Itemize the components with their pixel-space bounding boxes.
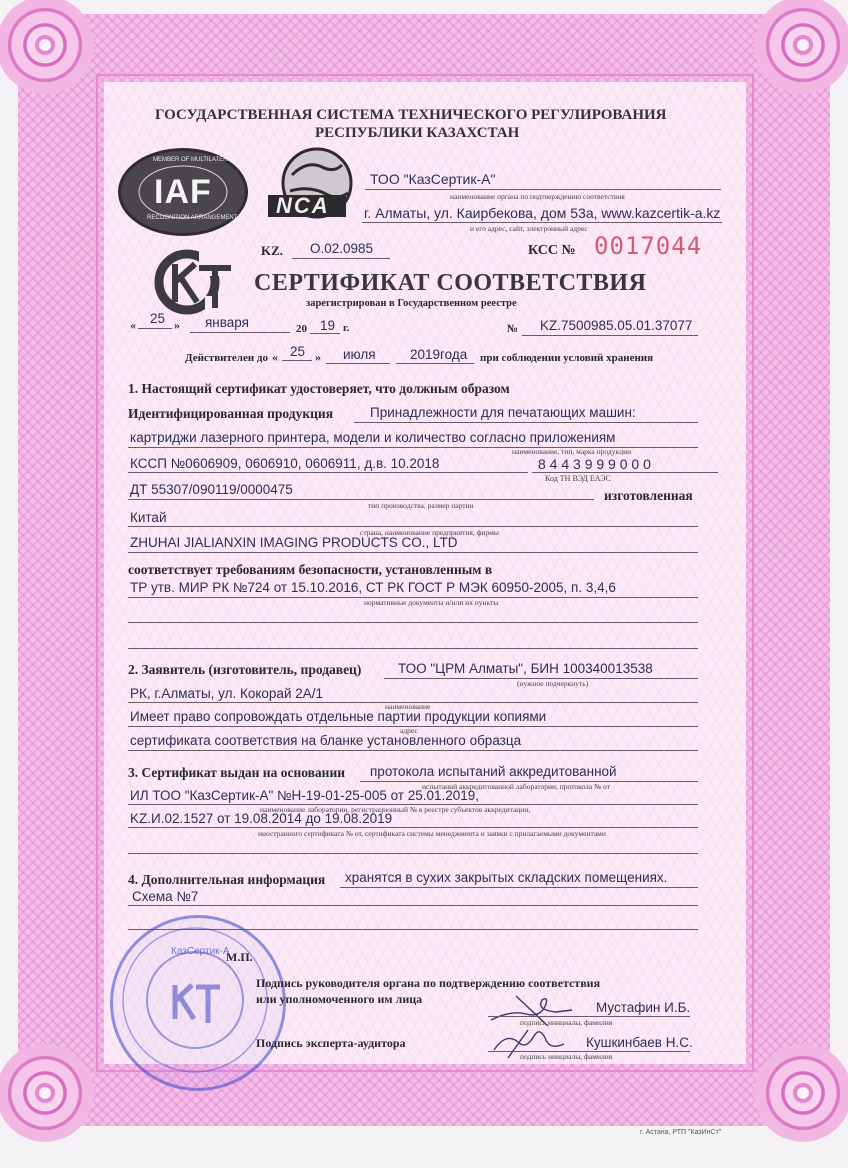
expert-sign-label: Подпись эксперта-аудитора — [256, 1036, 406, 1050]
date-day: 25 — [150, 311, 166, 326]
date-quote-close: » — [174, 318, 180, 332]
organ-name-line — [365, 189, 721, 190]
kss-label: КСС № — [528, 243, 576, 258]
requirements-rule-3 — [128, 648, 698, 649]
corner-rosette-bottom-left — [0, 1044, 94, 1142]
requirements-label: соответствует требованиям безопасности, установленным в — [128, 562, 493, 577]
iaf-logo — [118, 148, 248, 236]
basis-rule-4 — [128, 853, 698, 854]
tn-caption: Код ТН ВЭД ЕАЭС — [545, 474, 611, 483]
info-line-1: хранятся в сухих закрытых складских помещениях. — [345, 870, 668, 885]
header-line-1: ГОСУДАРСТВЕННАЯ СИСТЕМА ТЕХНИЧЕСКОГО РЕГУЛИРОВАНИЯ — [155, 107, 667, 123]
basis-line-2: ИЛ ТОО "КазСертик-А" №Н-19-01-25-005 от 25.01.2019, — [130, 788, 480, 803]
iaf-ring-top: MEMBER OF MULTILATERAL — [153, 157, 235, 163]
dt-number: ДТ 55307/090119/0000475 — [130, 482, 293, 497]
dt-rule — [128, 499, 594, 500]
expert-sign-caption: подпись инициалы, фамилия — [520, 1052, 613, 1061]
head-sign-caption: подпись инициалы, фамилия — [520, 1018, 613, 1027]
info-line-2: Схема №7 — [132, 889, 199, 904]
header-line-2: РЕСПУБЛИКИ КАЗАХСТАН — [315, 125, 520, 141]
requirements-rule-2 — [128, 622, 698, 623]
country-rule — [128, 526, 698, 527]
validity-quote-close: » — [315, 350, 321, 364]
head-sign-rule — [488, 1016, 690, 1017]
batch-info: КССП №0606909, 0606910, 0606911, д.в. 10.2018 — [130, 456, 440, 471]
basis-caption-2: наименование лаборатории, регистрационный № в реестре субъектов аккредитации, — [260, 805, 531, 814]
kz-value: О.02.0985 — [310, 241, 374, 256]
tn-code: 8 4 4 3 9 9 9 0 0 0 — [538, 456, 651, 472]
applicant-caption: (нужное подчеркнуть) — [517, 679, 589, 688]
right-line-2: сертификата соответствия на бланке установленного образца — [130, 733, 522, 748]
cert-number-line — [522, 335, 698, 336]
product-line-1-rule — [354, 422, 698, 423]
date-month: января — [205, 315, 249, 330]
nca-logo — [262, 145, 362, 231]
requirements: ТР утв. МИР РК №724 от 15.10.2016, СТ РК ГОСТ Р МЭК 60950-2005, п. 3,4,6 — [130, 580, 616, 595]
validity-suffix: при соблюдении условий хранения — [480, 352, 654, 364]
date-year: 19 — [320, 318, 336, 333]
corner-rosette-bottom-right — [754, 1044, 848, 1142]
kz-label: KZ. — [261, 243, 284, 258]
kss-value: 0017044 — [594, 232, 703, 260]
info-line-1-rule — [340, 887, 698, 888]
manufacturer: ZHUHAI JIALIANXIN IMAGING PRODUCTS CO., LTD — [130, 535, 458, 550]
organ-address: г. Алматы, ул. Каирбекова, дом 53а, www.kazcertik-a.kz — [364, 205, 721, 221]
head-sign-label-1: Подпись руководителя органа по подтверждению соответствия — [256, 976, 601, 990]
product-line-1: Принадлежности для печатающих машин: — [370, 405, 636, 420]
product-caption: наименование, тип, марка продукции — [512, 447, 632, 456]
cert-number: KZ.7500985.05.01.37077 — [540, 318, 693, 333]
validity-label: Действителен до — [185, 352, 268, 364]
date-month-line — [190, 332, 290, 333]
tn-code-rule — [532, 472, 718, 473]
head-name: Мустафин И.Б. — [596, 1000, 691, 1015]
country-caption: страна, наименование предприятия, фирмы — [360, 528, 499, 537]
batch-rule — [128, 472, 528, 473]
cert-number-label: № — [507, 323, 519, 335]
certificate-title: СЕРТИФИКАТ СООТВЕТСТВИЯ — [254, 270, 647, 296]
validity-year: 2019года — [410, 347, 468, 362]
certificate-subtitle: зарегистрирован в Государственном реестре — [306, 298, 517, 309]
validity-day-line — [282, 360, 312, 361]
corner-rosette-top-left — [0, 0, 94, 94]
dt-caption: тип производства, размер партии — [368, 501, 474, 510]
product-label: Идентифицированная продукция — [128, 406, 333, 421]
applicant-address-caption: адрес — [400, 726, 418, 735]
manufacturer-rule — [128, 552, 698, 553]
basis-caption-1: испытаний аккредитованной лаборатории, протокола № от — [422, 782, 610, 791]
applicant: ТОО "ЦРМ Алматы", БИН 100340013538 — [398, 661, 653, 676]
product-line-2: картриджи лазерного принтера, модели и количество согласно приложениям — [130, 430, 616, 445]
organ-address-line — [362, 222, 722, 223]
date-quote-open: « — [130, 318, 136, 332]
organ-address-caption: и его адрес, сайт, электронный адрес — [470, 224, 588, 233]
validity-quote-open: « — [272, 350, 278, 364]
applicant-address: РК, г.Алматы, ул. Кокорай 2А/1 — [130, 686, 324, 701]
right-line-2-rule — [128, 750, 698, 751]
corner-rosette-top-right — [754, 0, 848, 94]
s2-heading: 2. Заявитель (изготовитель, продавец) — [128, 662, 362, 677]
basis-line-3-rule — [128, 827, 698, 828]
iaf-text: IAF — [154, 173, 212, 211]
right-line-1: Имеет право сопровождать отдельные партии продукции копиями — [130, 709, 547, 724]
printer-mark: г. Астана, РТП "КазИнСт" — [640, 1129, 722, 1136]
stamp-inner-text: КазСертик-А — [171, 946, 230, 957]
requirements-caption: нормативные документы и/или их пункты — [364, 598, 499, 607]
validity-year-line — [396, 363, 474, 364]
iaf-ring-bottom: RECOGNITION ARRANGEMENT — [147, 215, 238, 221]
s1-heading: 1. Настоящий сертификат удостоверяет, что должным образом — [128, 381, 510, 396]
validity-day: 25 — [290, 344, 306, 359]
applicant-name-caption: наименование — [385, 702, 431, 711]
s3-heading: 3. Сертификат выдан на основании — [128, 765, 346, 780]
head-sign-label-2: или уполномоченного им лица — [256, 992, 423, 1006]
organ-name: ТОО "КазСертик-А" — [370, 171, 496, 187]
mp-label: М.П. — [226, 950, 253, 964]
nca-text: NCA — [276, 193, 330, 218]
organ-name-caption: наименование органа по подтверждению соответствия — [450, 192, 625, 201]
basis-caption-3: иностранного сертификата № от, сертификата системы менеджмента и заявки с прилагаемыми документами — [258, 829, 606, 838]
basis-line-1: протокола испытаний аккредитованной — [370, 764, 617, 779]
date-year-prefix: 20 — [296, 323, 307, 335]
date-year-suffix: г. — [343, 322, 350, 334]
country: Китай — [130, 510, 167, 525]
basis-line-3: KZ.И.02.1527 от 19.08.2014 до 19.08.2019 — [130, 811, 393, 826]
date-year-line — [310, 333, 340, 334]
made-label: изготовленная — [604, 488, 693, 503]
validity-month-line — [326, 363, 390, 364]
s4-heading: 4. Дополнительная информация — [128, 872, 326, 887]
validity-month: июля — [343, 347, 376, 362]
kz-line — [292, 258, 390, 259]
info-line-2-rule — [128, 905, 698, 906]
expert-name: Кушкинбаев Н.С. — [586, 1035, 693, 1050]
date-day-line — [138, 328, 172, 329]
